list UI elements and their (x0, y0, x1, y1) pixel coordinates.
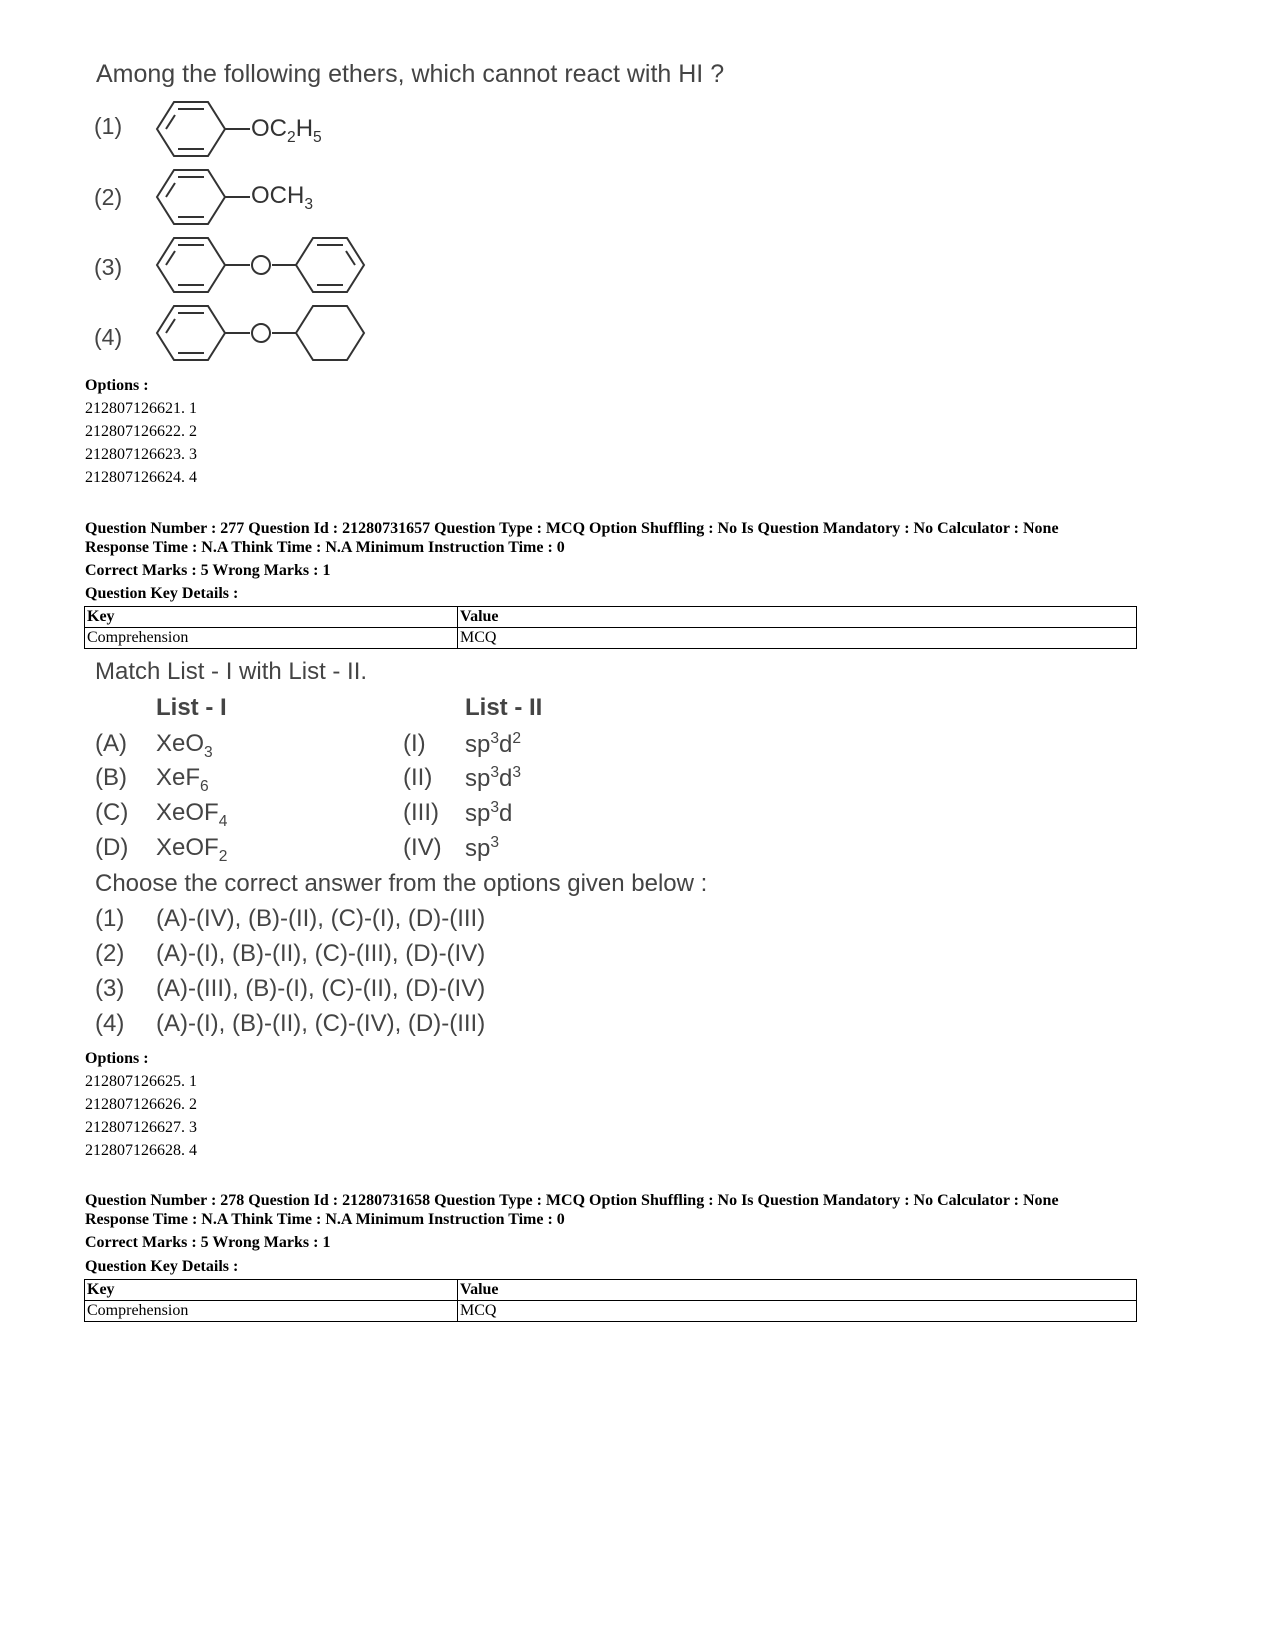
ether-group-label: $OC_2H_5$ (251, 115, 322, 146)
choice-number: (2) (94, 184, 123, 210)
answer-text: (A)-(IV), (B)-(II), (C)-(I), (D)-(III) (156, 905, 486, 932)
answer-text: (A)-(I), (B)-(II), (C)-(IV), (D)-(III) (156, 1010, 486, 1037)
marks-line: Correct Marks : 5 Wrong Marks : 1 (85, 1234, 331, 1251)
table-cell-key: Comprehension (85, 628, 458, 649)
answer-number: (3) (95, 975, 125, 1002)
list-2-hybridisation: $sp^3d^3$ (465, 764, 522, 792)
answer-number: (2) (95, 940, 125, 967)
option-item: 212807126625. 1 (85, 1073, 197, 1090)
options-label: Options : (85, 377, 149, 394)
option-item: 212807126622. 2 (85, 423, 197, 440)
key-details-label: Question Key Details : (85, 1258, 239, 1275)
table-header-value: Value (458, 607, 1137, 628)
list-2-label: (I) (403, 730, 426, 757)
list-1-compound: XeOF$_2$ (156, 834, 228, 865)
option-item: 212807126628. 4 (85, 1142, 197, 1159)
table-header-value: Value (458, 1280, 1137, 1301)
table-header-key: Key (85, 1280, 458, 1301)
list-1-label: (D) (95, 834, 129, 861)
diphenyl-ether-structure-icon (158, 236, 378, 296)
answer-number: (4) (95, 1010, 125, 1037)
option-item: 212807126624. 4 (85, 469, 197, 486)
marks-line: Correct Marks : 5 Wrong Marks : 1 (85, 562, 331, 579)
option-item: 212807126621. 1 (85, 400, 197, 417)
list-2-label: (II) (403, 764, 433, 791)
key-value-table (84, 606, 1137, 649)
choose-instruction: Choose the correct answer from the options given below : (95, 870, 708, 897)
question-meta-line: Question Number : 277 Question Id : 21280731657 Question Type : MCQ Option Shuffling : No Is Question Mandatory : No Calculator : None (85, 520, 1059, 537)
key-value-table (84, 1279, 1137, 1322)
list-1-compound: XeF$_6$ (156, 764, 209, 795)
cyclohexyl-phenyl-ether-structure-icon (158, 304, 378, 364)
choice-number: (4) (94, 324, 123, 350)
option-item: 212807126623. 3 (85, 446, 197, 463)
answer-number: (1) (95, 905, 125, 932)
list-2-label: (III) (403, 799, 439, 826)
list-2-label: (IV) (403, 834, 442, 861)
list-2-hybridisation: $sp^3d^2$ (465, 730, 522, 758)
question-meta-line: Question Number : 278 Question Id : 21280731658 Question Type : MCQ Option Shuffling : No Is Question Mandatory : No Calculator : None (85, 1192, 1059, 1209)
list-2-header: List - II (465, 694, 543, 721)
answer-text: (A)-(III), (B)-(I), (C)-(II), (D)-(IV) (156, 975, 486, 1002)
key-details-label: Question Key Details : (85, 585, 239, 602)
table-cell-key: Comprehension (85, 1301, 458, 1322)
list-1-header: List - I (156, 694, 227, 721)
table-cell-value: MCQ (458, 1301, 1137, 1322)
list-2-hybridisation: $sp^3$ (465, 834, 500, 862)
list-1-label: (B) (95, 764, 127, 791)
question-meta-line: Response Time : N.A Think Time : N.A Minimum Instruction Time : 0 (85, 539, 565, 556)
answer-text: (A)-(I), (B)-(II), (C)-(III), (D)-(IV) (156, 940, 486, 967)
question-meta-line: Response Time : N.A Think Time : N.A Minimum Instruction Time : 0 (85, 1211, 565, 1228)
list-1-compound: XeO$_3$ (156, 730, 213, 761)
list-2-hybridisation: $sp^3d$ (465, 799, 513, 827)
question-stem: Match List - I with List - II. (95, 658, 368, 685)
option-item: 212807126627. 3 (85, 1119, 197, 1136)
list-1-label: (A) (95, 730, 127, 757)
options-label: Options : (85, 1050, 149, 1067)
ether-group-label: $OCH_3$ (251, 182, 314, 213)
choice-number: (1) (94, 113, 123, 139)
option-item: 212807126626. 2 (85, 1096, 197, 1113)
choice-number: (3) (94, 254, 123, 280)
list-1-label: (C) (95, 799, 129, 826)
table-header-key: Key (85, 607, 458, 628)
list-1-compound: XeOF$_4$ (156, 799, 228, 830)
table-cell-value: MCQ (458, 628, 1137, 649)
question-text: Among the following ethers, which cannot react with HI ? (96, 60, 725, 88)
